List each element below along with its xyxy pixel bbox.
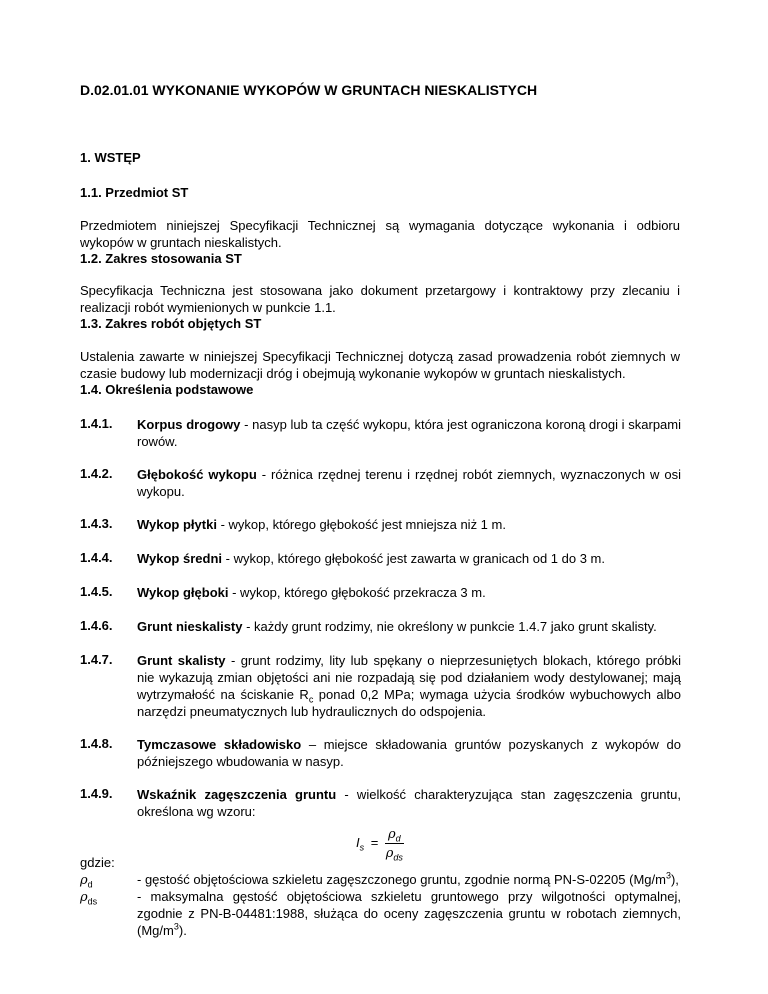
heading-1-4: 1.4. Określenia podstawowe: [80, 382, 254, 397]
definition-text: - wykop, którego głębokość jest mniejsza niż 1 m.: [216, 517, 506, 532]
formula-numerator-subscript: d: [395, 833, 401, 844]
definition-text: ponad 0,2 MPa; wymaga użycia środków wybuchowych albo: [313, 687, 682, 702]
definition-term: Wykop średni: [137, 551, 223, 566]
definition-wskaznik-zageszczenia: [137, 786, 681, 820]
paragraph-line: Specyfikacja Techniczna jest stosowana jako dokument przetargowy i kontraktowy przy zlecaniu i: [80, 283, 680, 298]
where-label: gdzie:: [80, 855, 115, 870]
description-text: zgodnie z PN-B-04481:1988, służąca do oceny zagęszczenia gruntu w robotach ziemnych,: [137, 906, 681, 921]
description-text: - gęstość objętościowa szkieletu zagęszczonego gruntu, zgodnie normą PN-S-02205 (Mg/m: [137, 872, 666, 887]
variable-symbol-rho-ds: [80, 888, 97, 906]
definition-number: 1.4.7.: [80, 652, 113, 667]
definition-korpus-drogowy: [137, 416, 681, 450]
paragraph-line: czasie budowy lub modernizacji dróg i obejmują wykonanie wykopów w gruntach nieskalistych.: [80, 366, 626, 381]
subscript: c: [308, 694, 314, 705]
formula-denominator-subscript: ds: [393, 852, 403, 863]
definition-number: 1.4.1.: [80, 416, 113, 431]
definition-grunt-skalisty: [137, 652, 681, 720]
definition-text: późniejszego wbudowania w nasyp.: [137, 754, 344, 769]
definition-term: Wskaźnik zagęszczenia gruntu: [137, 787, 337, 802]
description-text: (Mg/m: [137, 923, 174, 938]
formula-compaction-index: [356, 826, 404, 861]
paragraph-line: Ustalenia zawarte w niniejszej Specyfikacji Technicznej dotyczą zasad prowadzenia robót ziemnych w: [80, 349, 680, 364]
variable-symbol-rho-d: [80, 871, 93, 889]
definition-number: 1.4.5.: [80, 584, 113, 599]
definition-term: Głębokość wykopu: [137, 467, 257, 482]
paragraph-line: Przedmiotem niniejszej Specyfikacji Technicznej są wymagania dotyczące wykonania i odbioru: [80, 218, 680, 233]
definition-number: 1.4.3.: [80, 516, 113, 531]
paragraph-line: wykopów w gruntach nieskalistych.: [80, 235, 282, 250]
definition-term: Tymczasowe składowisko: [137, 737, 302, 752]
definition-text: – miejsce składowania gruntów pozyskanych z wykopów do: [301, 737, 681, 752]
formula-equals: =: [370, 834, 379, 850]
definition-text: - wykop, którego głębokość jest zawarta w granicach od 1 do 3 m.: [222, 551, 605, 566]
definition-text: - nasyp lub ta część wykopu, która jest ograniczona koroną drogi i skarpami: [240, 417, 682, 432]
section-heading-introduction: 1. WSTĘP: [80, 150, 141, 165]
definition-text: - każdy grunt rodzimy, nie określony w punkcie 1.4.7 jako grunt skalisty.: [242, 619, 657, 634]
definition-number: 1.4.9.: [80, 786, 113, 801]
definition-term: Wykop płytki: [137, 517, 217, 532]
definition-text: - różnica rzędnej terenu i rzędnej robót ziemnych, wyznaczonych w osi: [256, 467, 681, 482]
definition-number: 1.4.4.: [80, 550, 113, 565]
description-text: ).: [178, 923, 187, 938]
definition-text: wykopu.: [137, 484, 185, 499]
document-title: D.02.01.01 WYKONANIE WYKOPÓW W GRUNTACH NIESKALISTYCH: [80, 82, 538, 98]
definition-glebokosc-wykopu: [137, 466, 681, 500]
definition-wykop-sredni: [137, 550, 681, 567]
definition-wykop-plytki: [137, 516, 681, 533]
definition-number: 1.4.6.: [80, 618, 113, 633]
definition-text: - grunt rodzimy, lity lub spękany o nieprzesuniętych blokach, którego próbki: [225, 653, 681, 668]
definition-text: rowów.: [137, 434, 178, 449]
formula-lhs: I: [356, 834, 360, 850]
superscript: 3: [665, 870, 671, 881]
definition-text: - wykop, którego głębokość przekracza 3 m.: [228, 585, 486, 600]
definition-text: narzędzi pneumatycznych lub hydraulicznych do odspojenia.: [137, 704, 487, 719]
formula-lhs-subscript: s: [359, 842, 365, 853]
definition-tymczasowe-skladowisko: [137, 736, 681, 770]
definition-grunt-nieskalisty: [137, 618, 681, 635]
definition-text: wytrzymałość na ściskanie R: [137, 687, 309, 702]
heading-1-3: 1.3. Zakres robót objętych ST: [80, 316, 262, 331]
paragraph-1-1: [80, 217, 680, 251]
formula-fraction: [385, 826, 404, 861]
formula-denominator: ρ: [385, 846, 394, 861]
definition-number: 1.4.8.: [80, 736, 113, 751]
heading-1-2: 1.2. Zakres stosowania ST: [80, 251, 242, 266]
definition-term: Grunt skalisty: [137, 653, 226, 668]
symbol-subscript: d: [87, 879, 93, 890]
superscript: 3: [173, 921, 179, 932]
symbol: ρ: [80, 873, 88, 888]
variable-description: [137, 871, 681, 888]
symbol-subscript: ds: [87, 896, 98, 907]
paragraph-line: realizacji robót wymienionych w punkcie 1.1.: [80, 300, 336, 315]
definition-term: Korpus drogowy: [137, 417, 241, 432]
description-text: ),: [670, 872, 679, 887]
paragraph-1-2: [80, 282, 680, 316]
definition-number: 1.4.2.: [80, 466, 113, 481]
definition-wykop-gleboki: [137, 584, 681, 601]
symbol: ρ: [80, 890, 88, 905]
description-text: - maksymalna gęstość objętościowa szkieletu gruntowego przy wilgotności optymalnej,: [137, 889, 681, 904]
definition-text: - wielkość charakteryzująca stan zagęszczenia gruntu,: [336, 787, 681, 802]
definition-text: nie wykazują zmian objętości ani nie rozpadają się pod działaniem wody destylowanej; mają: [137, 670, 681, 685]
variable-description: [137, 888, 681, 939]
definition-text: określona wg wzoru:: [137, 804, 256, 819]
formula-numerator: ρ: [387, 827, 396, 842]
heading-1-1: 1.1. Przedmiot ST: [80, 185, 189, 200]
definition-term: Grunt nieskalisty: [137, 619, 243, 634]
definition-term: Wykop głęboki: [137, 585, 229, 600]
paragraph-1-3: [80, 348, 680, 382]
